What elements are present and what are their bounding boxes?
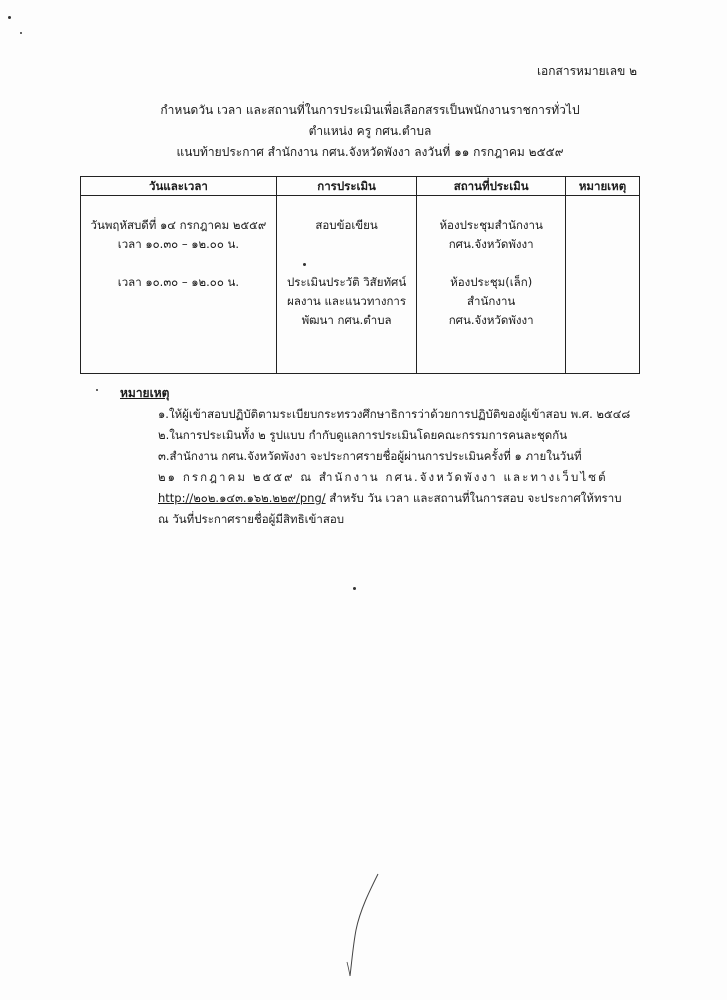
- header-remark: หมายเหตุ: [566, 177, 640, 196]
- row-1-date: วันพฤหัสบดีที่ ๑๔ กรกฎาคม ๒๕๕๙: [90, 218, 267, 232]
- row-1-assessment: [281, 216, 413, 254]
- header-datetime: วันและเวลา: [81, 177, 277, 196]
- note-item-3-line-2: ๒๑ กรกฎาคม ๒๕๕๙ ณ สำนักงาน กศน.จังหวัดพังงา และทางเว็บไซต์: [158, 470, 608, 484]
- row-2-assessment-line-1: ประเมินประวัติ วิสัยทัศน์: [286, 275, 407, 289]
- note-item-2: ๒.ในการประเมินทั้ง ๒ รูปแบบ กำกับดูแลการประเมินโดยคณะกรรมการคนละชุดกัน: [158, 428, 568, 442]
- scan-speck: [20, 32, 22, 34]
- row-2-location: [421, 273, 561, 330]
- table-header-row: [81, 177, 640, 196]
- notes-list: [158, 404, 638, 530]
- row-2-location-line-3: กศน.จังหวัดพังงา: [448, 313, 534, 327]
- row-1-location: [421, 216, 561, 254]
- row-1-assessment-text: สอบข้อเขียน: [315, 218, 378, 232]
- row-1-time: เวลา ๑๐.๓๐ – ๑๒.๐๐ น.: [117, 237, 240, 251]
- document-number: เอกสารหมายเลข ๒: [536, 64, 637, 78]
- assessment-cell: [276, 196, 417, 374]
- row-2-datetime: [85, 273, 272, 292]
- note-item-3-line-3-text: สำหรับ วัน เวลา และสถานที่ในการสอบ จะประกาศให้ทราบ: [325, 491, 622, 505]
- scan-speck: [303, 263, 306, 266]
- scan-speck: [353, 587, 356, 590]
- notes-title: หมายเหตุ: [120, 386, 170, 400]
- table-row: [81, 196, 640, 374]
- row-1-location-line-2: กศน.จังหวัดพังงา: [448, 237, 534, 251]
- remark-cell: [566, 196, 640, 374]
- row-1-location-line-1: ห้องประชุมสำนักงาน: [439, 218, 543, 232]
- note-item-3-line-1: ๓.สำนักงาน กศน.จังหวัดพังงา จะประกาศรายชื่อผู้ผ่านการประเมินครั้งที่ ๑ ภายในวันที่: [158, 449, 582, 463]
- row-2-location-line-1: ห้องประชุม(เล็ก): [450, 275, 533, 289]
- row-2-time: เวลา ๑๐.๓๐ – ๑๒.๐๐ น.: [117, 275, 240, 289]
- pen-mark: [330, 870, 390, 980]
- header-location: สถานที่ประเมิน: [417, 177, 566, 196]
- header-assessment: การประเมิน: [276, 177, 417, 196]
- row-1-datetime: [85, 216, 272, 254]
- schedule-table: [80, 176, 640, 374]
- row-2-assessment-line-3: พัฒนา กศน.ตำบล: [301, 313, 392, 327]
- row-2-location-line-2: สำนักงาน: [467, 294, 516, 308]
- document-heading: [80, 100, 660, 163]
- row-2-assessment: [281, 273, 413, 330]
- scan-speck: [8, 16, 11, 19]
- row-2-assessment-line-2: ผลงาน และแนวทางการ: [287, 294, 407, 308]
- location-cell: [417, 196, 566, 374]
- scan-speck: [96, 389, 98, 391]
- heading-line-3: แนบท้ายประกาศ สำนักงาน กศน.จังหวัดพังงา ลงวันที่ ๑๑ กรกฎาคม ๒๕๕๙: [176, 145, 564, 159]
- website-link[interactable]: http://๒๐๒.๑๔๓.๑๖๒.๒๒๙/png/: [158, 491, 326, 505]
- note-item-1: ๑.ให้ผู้เข้าสอบปฏิบัติตามระเบียบกระทรวงศึกษาธิการว่าด้วยการปฏิบัติของผู้เข้าสอบ พ.ศ. ๒๕๔๘: [158, 407, 631, 421]
- heading-line-2: ตำแหน่ง ครู กศน.ตำบล: [308, 124, 432, 138]
- datetime-cell: [81, 196, 277, 374]
- heading-line-1: กำหนดวัน เวลา และสถานที่ในการประเมินเพื่อเลือกสรรเป็นพนักงานราชการทั่วไป: [160, 103, 580, 117]
- note-item-3-line-3: [158, 488, 638, 509]
- note-item-3-line-4: ณ วันที่ประกาศรายชื่อผู้มีสิทธิเข้าสอบ: [158, 512, 345, 526]
